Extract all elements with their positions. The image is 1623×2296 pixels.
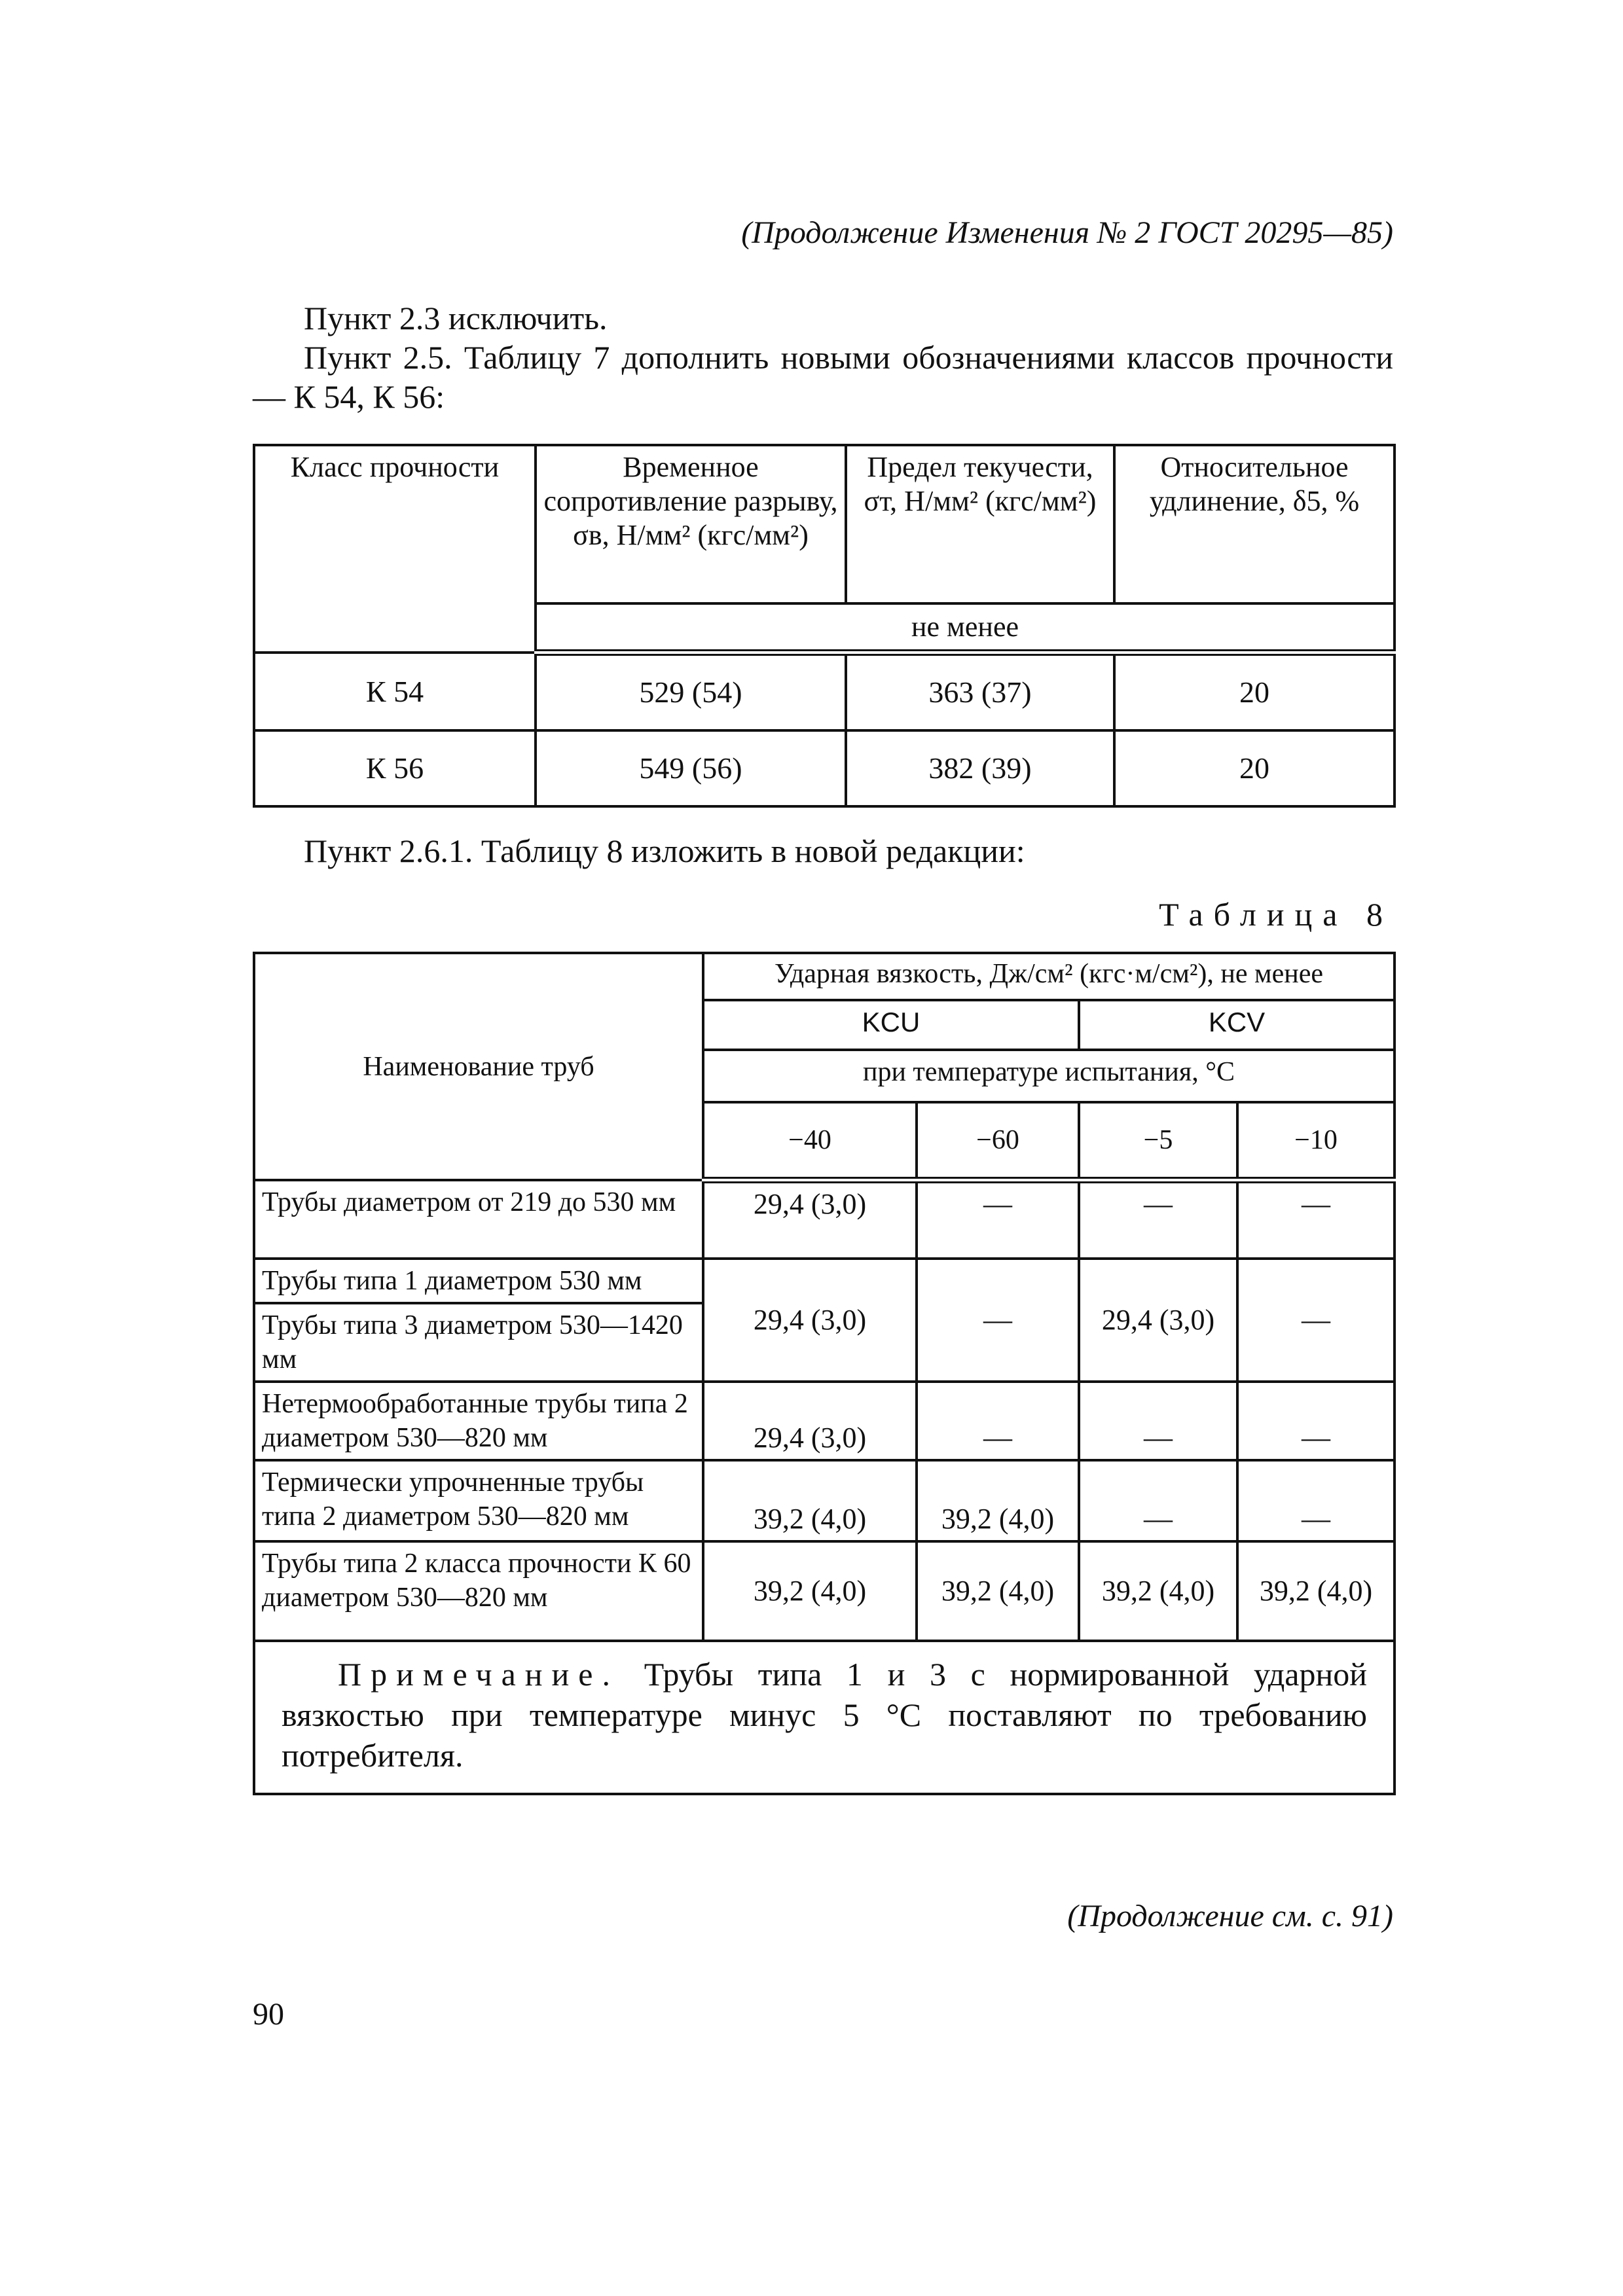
- header-test-temperature: при температуре испытания, °С: [703, 1050, 1395, 1102]
- header-temp-minus-40: −40: [703, 1102, 917, 1180]
- cell: 20: [1114, 730, 1395, 806]
- cell: —: [917, 1382, 1079, 1460]
- table-row: [254, 653, 1395, 730]
- cell: 39,2 (4,0): [917, 1541, 1079, 1641]
- header-kcu: KCU: [703, 1000, 1079, 1050]
- pipe-name: Трубы диаметром от 219 до 530 мм: [254, 1180, 703, 1259]
- table-row: [254, 1541, 1395, 1641]
- table-8-caption: Таблица 8: [1159, 896, 1393, 933]
- cell: 39,2 (4,0): [703, 1460, 917, 1541]
- continuation-footer: (Продолжение см. с. 91): [1067, 1899, 1393, 1933]
- table-7-addition: [253, 444, 1396, 808]
- header-impact-strength: Ударная вязкость, Дж/см² (кгс·м/см²), не менее: [703, 953, 1395, 1000]
- cell: —: [917, 1180, 1079, 1259]
- cell: —: [1237, 1460, 1395, 1541]
- cell: 29,4 (3,0): [703, 1382, 917, 1460]
- header-elongation: Относительное удлинение, δ5, %: [1114, 445, 1395, 603]
- cell: 20: [1114, 653, 1395, 730]
- cell: 29,4 (3,0): [703, 1259, 917, 1382]
- header-kcv: KCV: [1079, 1000, 1395, 1050]
- cell: 29,4 (3,0): [703, 1180, 917, 1259]
- cell: 39,2 (4,0): [703, 1541, 917, 1641]
- table-8: [253, 952, 1396, 1795]
- header-temp-minus-5: −5: [1079, 1102, 1237, 1180]
- cell: 529 (54): [536, 653, 846, 730]
- table-row: [254, 1180, 1395, 1259]
- cell: 39,2 (4,0): [1237, 1541, 1395, 1641]
- cell: 549 (56): [536, 730, 846, 806]
- table-row: [254, 1382, 1395, 1460]
- cell: —: [1237, 1180, 1395, 1259]
- cell: —: [1079, 1460, 1237, 1541]
- cell: 363 (37): [846, 653, 1114, 730]
- cell: —: [1079, 1382, 1237, 1460]
- header-pipe-name: Наименование труб: [254, 953, 703, 1180]
- cell: 382 (39): [846, 730, 1114, 806]
- page-number: 90: [253, 1997, 284, 2032]
- pipe-name: Трубы типа 3 диаметром 530—1420 мм: [254, 1303, 703, 1382]
- header-not-less: не менее: [536, 603, 1395, 653]
- cell: —: [1079, 1180, 1237, 1259]
- note-label: Примечание.: [338, 1656, 620, 1693]
- cell: К 54: [254, 653, 536, 730]
- pipe-name: Термически упрочненные трубы типа 2 диаметром 530—820 мм: [254, 1460, 703, 1541]
- header-temp-minus-60: −60: [917, 1102, 1079, 1180]
- cell: К 56: [254, 730, 536, 806]
- table-row: [254, 1460, 1395, 1541]
- table-note: [254, 1641, 1395, 1794]
- paragraph-2-3: Пункт 2.3 исключить.: [304, 300, 608, 336]
- cell: —: [1237, 1382, 1395, 1460]
- cell: 39,2 (4,0): [1079, 1541, 1237, 1641]
- cell: —: [1237, 1259, 1395, 1382]
- header-strength-class: Класс прочности: [254, 445, 536, 653]
- pipe-name: Трубы типа 1 диаметром 530 мм: [254, 1259, 703, 1303]
- cell: 29,4 (3,0): [1079, 1259, 1237, 1382]
- table-row: [254, 1259, 1395, 1303]
- table-row: [254, 730, 1395, 806]
- pipe-name: Трубы типа 2 класса прочности К 60 диаметром 530—820 мм: [254, 1541, 703, 1641]
- cell: —: [917, 1259, 1079, 1382]
- header-temp-minus-10: −10: [1237, 1102, 1395, 1180]
- note-text: Трубы типа 1 и 3 с нормированной ударной вязкостью при температуре минус 5 °С поставляют по требованию потребителя.: [282, 1656, 1367, 1774]
- header-tensile-strength: Временное сопротивление разрыву, σв, Н/мм² (кгс/мм²): [536, 445, 846, 603]
- header-yield-strength: Предел текучести, σт, Н/мм² (кгс/мм²): [846, 445, 1114, 603]
- continuation-header: (Продолжение Изменения № 2 ГОСТ 20295—85): [741, 215, 1393, 250]
- paragraph-2-5: Пункт 2.5. Таблицу 7 дополнить новыми обозначениями классов прочности — К 54, К 56:: [253, 339, 1393, 415]
- cell: 39,2 (4,0): [917, 1460, 1079, 1541]
- pipe-name: Нетермообработанные трубы типа 2 диаметром 530—820 мм: [254, 1382, 703, 1460]
- paragraph-2-6-1: Пункт 2.6.1. Таблицу 8 изложить в новой редакции:: [304, 833, 1025, 869]
